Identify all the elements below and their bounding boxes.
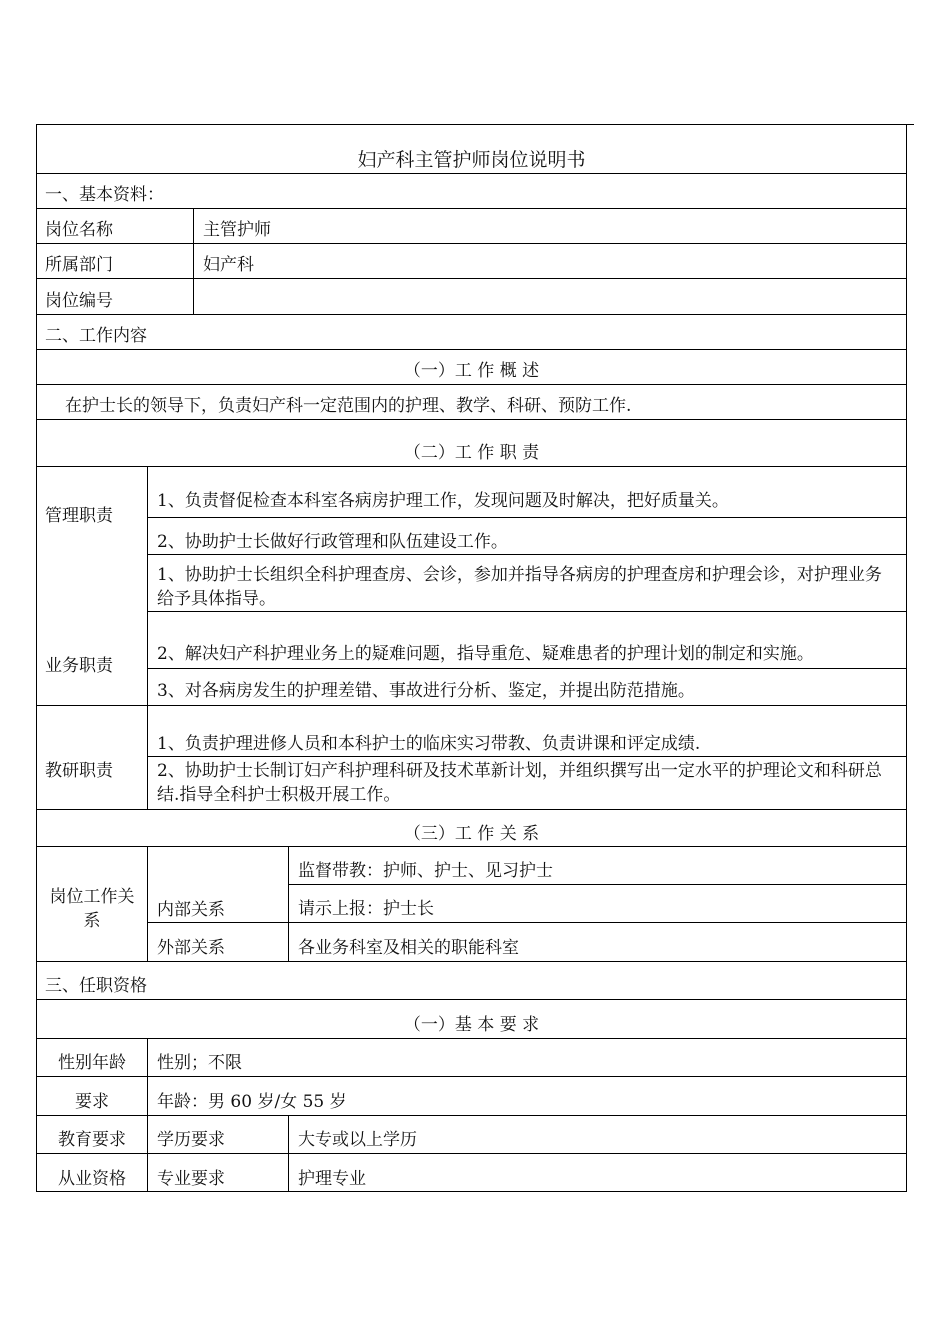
value-department: 妇产科 [203,255,254,275]
business-duty-item: 1、协助护士长组织全科护理查房、会诊，参加并指导各病房的护理查房和护理会诊，对护理业务给予具体指导。 [157,565,882,609]
label-position-name: 岗位名称 [45,220,113,240]
subheading-relations: （三）工 作 关 系 [403,824,540,844]
section-heading-qualifications: 三、任职资格 [45,976,147,996]
section-heading-work-content: 二、工作内容 [45,326,147,346]
label-position-code: 岗位编号 [45,291,113,311]
value-age: 年龄：男 60 岁/女 55 岁 [157,1092,347,1112]
subheading-basic-requirements: （一）基 本 要 求 [403,1015,540,1035]
subheading-overview: （一）工 作 概 述 [403,361,540,381]
section-heading-basic-info: 一、基本资料： [45,185,164,205]
label-work-relations: 岗位工作关系 [49,887,135,931]
teaching-duty-item: 1、负责护理进修人员和本科护士的临床实习带教、负责讲课和评定成绩. [157,734,701,754]
subheading-duties: （二）工 作 职 责 [403,443,540,463]
value-gender: 性别；不限 [157,1053,242,1073]
job-description-table [36,124,907,1192]
label-department: 所属部门 [45,255,113,275]
value-position-name: 主管护师 [203,220,271,240]
page-title: 妇产科主管护师岗位说明书 [357,149,586,171]
business-duty-item: 2、解决妇产科护理业务上的疑难问题，指导重危、疑难患者的护理计划的制定和实施。 [157,644,814,664]
label-education-sub: 学历要求 [157,1130,225,1150]
label-business-duties: 业务职责 [45,656,113,676]
label-teaching-duties: 教研职责 [45,761,113,781]
management-duty-item: 2、协助护士长做好行政管理和队伍建设工作。 [157,532,508,552]
internal-relation-supervise: 监督带教：护师、护士、见习护士 [298,861,553,881]
business-duty-item: 3、对各病房发生的护理差错、事故进行分析、鉴定，并提出防范措施。 [157,681,695,701]
label-management-duties: 管理职责 [45,506,113,526]
external-relations-value: 各业务科室及相关的职能科室 [298,938,519,958]
label-internal-relations: 内部关系 [157,900,225,920]
overview-text: 在护士长的领导下，负责妇产科一定范围内的护理、教学、科研、预防工作. [65,396,632,416]
label-external-relations: 外部关系 [157,938,225,958]
label-qualification: 从业资格 [58,1169,126,1189]
management-duty-item: 1、负责督促检查本科室各病房护理工作，发现问题及时解决，把好质量关。 [157,491,729,511]
value-qualification: 护理专业 [298,1169,366,1189]
value-education: 大专或以上学历 [298,1130,417,1150]
label-qualification-sub: 专业要求 [157,1169,225,1189]
corner-mark [906,124,914,125]
label-requirement: 要求 [75,1092,109,1112]
label-gender-age: 性别年龄 [58,1053,126,1073]
teaching-duty-item: 2、协助护士长制订妇产科护理科研及技术革新计划，并组织撰写出一定水平的护理论文和科研总结.指导全科护士积极开展工作。 [157,761,882,805]
label-education: 教育要求 [58,1130,126,1150]
internal-relation-report: 请示上报：护士长 [298,899,434,919]
